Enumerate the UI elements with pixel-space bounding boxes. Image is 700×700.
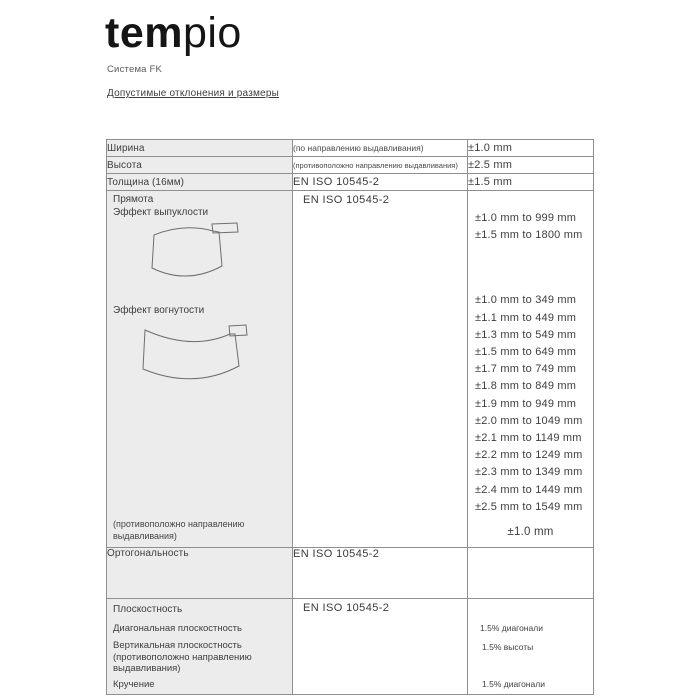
concavity-value: ±2.5 mm to 1549 mm	[475, 500, 583, 513]
row-height-value: ±2.5 mm	[468, 157, 594, 174]
row-width-label: Ширина	[107, 140, 293, 157]
flatness-diagonal-value: 1.5% диагонали	[480, 623, 543, 633]
concavity-value: ±1.3 mm to 549 mm	[475, 328, 577, 341]
table-row-width	[107, 140, 594, 157]
orthogonality-value-cell	[468, 548, 594, 599]
straightness-method: EN ISO 10545-2	[303, 194, 390, 206]
straightness-label-cell	[107, 191, 293, 548]
straightness-note: (противоположно направлению выдавливания)	[113, 519, 245, 541]
concavity-value: ±2.4 mm to 1449 mm	[475, 483, 583, 496]
row-width-method: (по направлению выдавливания)	[293, 140, 468, 157]
concavity-value: ±2.1 mm to 1149 mm	[475, 431, 582, 444]
orthogonality-label: Ортогональность	[107, 548, 293, 599]
concavity-value: ±2.3 mm to 1349 mm	[475, 466, 583, 479]
flatness-vertical-note-line2: выдавливания)	[113, 663, 181, 674]
concavity-value: ±1.9 mm to 949 mm	[475, 397, 577, 410]
values-gap	[468, 244, 593, 292]
flatness-values-cell	[468, 599, 594, 695]
tolerances-link[interactable]: Допустимые отклонения и размеры	[107, 88, 279, 99]
concavity-value: ±1.1 mm to 449 mm	[475, 311, 577, 324]
concavity-value: ±1.5 mm to 649 mm	[475, 346, 577, 359]
row-thickness-label: Толщина (16мм)	[107, 174, 293, 191]
convexity-diagram-icon	[149, 222, 244, 285]
row-thickness-value: ±1.5 mm	[468, 174, 594, 191]
convexity-value: ±1.5 mm to 1800 mm	[475, 229, 583, 242]
concavity-value: ±1.7 mm to 749 mm	[475, 363, 577, 376]
flatness-label: Плоскостность	[113, 604, 183, 615]
table-row-straightness	[107, 191, 594, 548]
row-height-label: Высота	[107, 157, 293, 174]
concavity-value: ±2.0 mm to 1049 mm	[475, 414, 583, 427]
concavity-label: Эффект вогнутости	[113, 305, 205, 316]
concavity-diagram-icon	[142, 321, 248, 387]
flatness-label-cell	[107, 599, 293, 695]
flatness-vertical-label: Вертикальная плоскостность	[113, 640, 242, 651]
logo-light-segment: pio	[182, 9, 242, 57]
flatness-method-cell	[293, 599, 468, 695]
table-row-orthogonality	[107, 548, 594, 599]
torsion-value: 1.5% диагонали	[482, 679, 545, 689]
flatness-diagonal-label: Диагональная плоскостность	[113, 623, 242, 634]
row-height-method: (противоположно направлению выдавливания)	[293, 157, 468, 174]
table-row-flatness	[107, 599, 594, 695]
concavity-value: ±1.8 mm to 849 mm	[475, 380, 577, 393]
straightness-values-cell	[468, 191, 594, 548]
table-row-thickness	[107, 174, 594, 191]
straightness-note-value: ±1.0 mm	[507, 525, 554, 538]
torsion-label: Кручение	[113, 679, 155, 690]
straightness-method-cell	[293, 191, 468, 548]
flatness-vertical-note-line1: (противоположно направлению	[113, 652, 252, 663]
orthogonality-method: EN ISO 10545-2	[293, 548, 468, 599]
row-width-value: ±1.0 mm	[468, 140, 594, 157]
straightness-label: Прямота	[113, 194, 154, 205]
tempio-logo	[105, 10, 242, 56]
table-row-height	[107, 157, 594, 174]
tolerances-table	[106, 139, 594, 695]
flatness-method: EN ISO 10545-2	[303, 602, 390, 614]
row-thickness-method: EN ISO 10545-2	[293, 174, 468, 191]
convexity-value: ±1.0 mm to 999 mm	[475, 212, 577, 225]
logo-bold-segment: tem	[105, 9, 183, 57]
concavity-value: ±2.2 mm to 1249 mm	[475, 449, 583, 462]
system-label: Система FK	[107, 64, 163, 75]
flatness-vertical-value: 1.5% высоты	[482, 642, 534, 652]
concavity-value: ±1.0 mm to 349 mm	[475, 294, 577, 307]
convexity-label: Эффект выпуклости	[113, 207, 209, 218]
